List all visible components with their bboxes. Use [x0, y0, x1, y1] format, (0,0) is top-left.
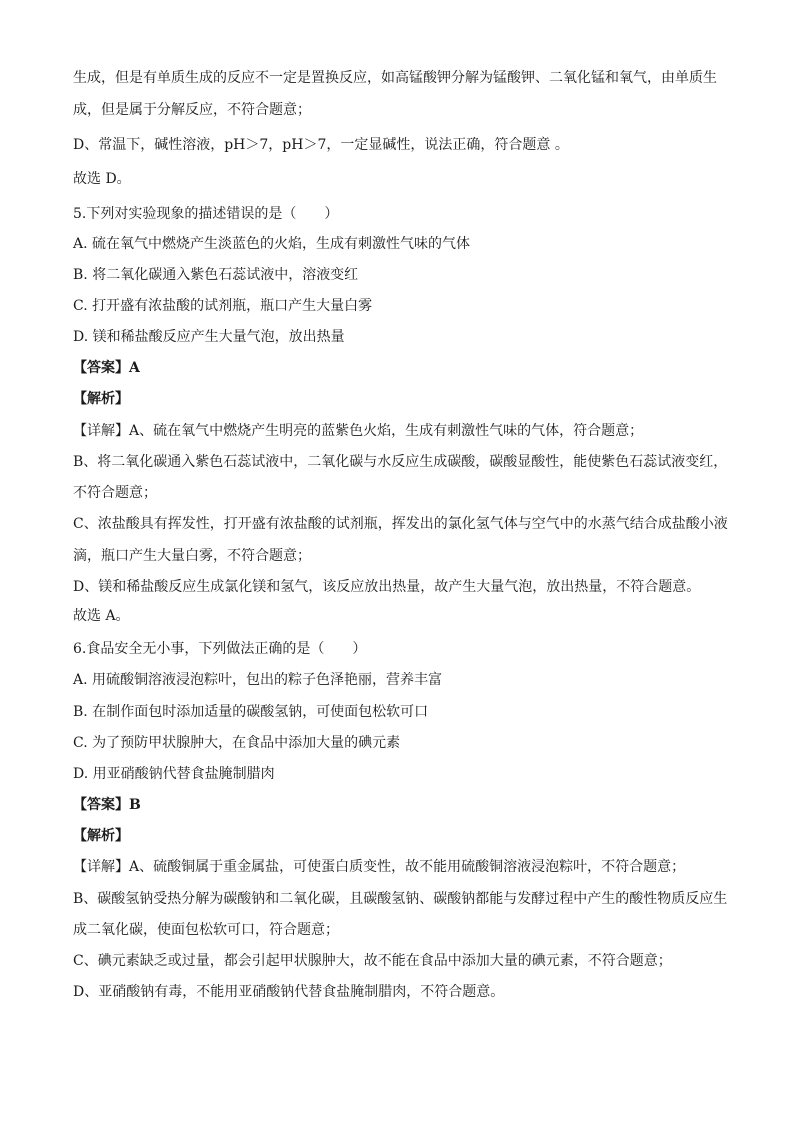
- explanation-line: D、亚硝酸钠有毒，不能用亚硝酸钠代替食盐腌制腊肉，不符合题意。: [73, 984, 505, 1000]
- explanation-line: 滴，瓶口产生大量白雾，不符合题意；: [73, 548, 311, 564]
- option-b: B. 在制作面包时添加适量的碳酸氢钠，可使面包松软可口: [73, 704, 429, 720]
- explanation-line: 不符合题意；: [73, 485, 157, 501]
- explanation-line: B、碳酸氢钠受热分解为碳酸钠和二氧化碳，且碳酸氢钠、碳酸钠都能与发酵过程中产生的酸性物质反应生: [73, 891, 728, 907]
- answer-label: 【答案】A: [73, 360, 140, 376]
- option-a: A. 硫在氧气中燃烧产生淡蓝色的火焰，生成有刺激性气味的气体: [73, 236, 471, 252]
- option-d: D. 镁和稀盐酸反应产生大量气泡，放出热量: [73, 329, 345, 345]
- text-line: 故选 D。: [73, 171, 131, 187]
- explanation-line: B、将二氧化碳通入紫色石蕊试液中，二氧化碳与水反应生成碳酸，碳酸显酸性，能使紫色石蕊试液变红，: [73, 454, 728, 470]
- explanation-line: 【详解】A、硫酸铜属于重金属盐，可使蛋白质变性，故不能用硫酸铜溶液浸泡粽叶，不符合题意；: [73, 859, 686, 875]
- text-line: 成，但是属于分解反应，不符合题意；: [73, 102, 311, 118]
- option-a: A. 用硫酸铜溶液浸泡粽叶，包出的粽子色泽艳丽，营养丰富: [73, 672, 443, 688]
- analysis-label: 【解析】: [73, 828, 129, 844]
- option-c: C. 打开盛有浓盐酸的试剂瓶，瓶口产生大量白雾: [73, 298, 373, 314]
- option-b: B. 将二氧化碳通入紫色石蕊试液中，溶液变红: [73, 267, 359, 283]
- analysis-label: 【解析】: [73, 391, 129, 407]
- explanation-line: 成二氧化碳，使面包松软可口，符合题意；: [73, 922, 339, 938]
- answer-label: 【答案】B: [73, 797, 141, 813]
- question-5-stem: 5.下列对实验现象的描述错误的是（ ）: [73, 206, 339, 222]
- explanation-line: D、镁和稀盐酸反应生成氯化镁和氢气，该反应放出热量，故产生大量气泡，放出热量，不符合题意。: [73, 579, 701, 595]
- explanation-line: C、浓盐酸具有挥发性，打开盛有浓盐酸的试剂瓶，挥发出的氯化氢气体与空气中的水蒸气结合成盐酸小液: [73, 516, 728, 532]
- explanation-line: C、碘元素缺乏或过量，都会引起甲状腺肿大，故不能在食品中添加大量的碘元素，不符合题意；: [73, 953, 672, 969]
- option-c: C. 为了预防甲状腺肿大，在食品中添加大量的碘元素: [73, 735, 401, 751]
- option-d: D. 用亚硝酸钠代替食盐腌制腊肉: [73, 766, 275, 782]
- text-line: D、常温下，碱性溶液，pH＞7，pH＞7，一定显碱性，说法正确，符合题意 。: [73, 137, 569, 153]
- explanation-line: 【详解】A、硫在氧气中燃烧产生明亮的蓝紫色火焰，生成有刺激性气味的气体，符合题意；: [73, 423, 644, 439]
- text-line: 生成，但是有单质生成的反应不一定是置换反应，如高锰酸钾分解为锰酸钾、二氧化锰和氧气，由单质生: [73, 70, 717, 86]
- conclusion-line: 故选 A。: [73, 608, 130, 624]
- question-6-stem: 6.食品安全无小事，下列做法正确的是（ ）: [73, 641, 367, 657]
